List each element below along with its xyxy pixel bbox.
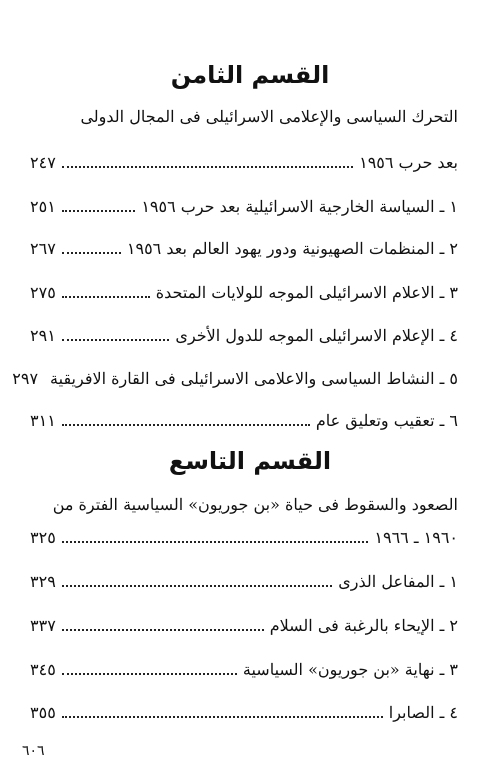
toc-entry-page: ٢٩٧ — [12, 369, 39, 388]
leader-dots — [62, 339, 170, 341]
toc-entry — [30, 659, 458, 681]
leader-dots — [62, 629, 264, 631]
toc-entry-page: ٣٢٥ — [30, 528, 56, 547]
toc-entry-page: ٣٤٥ — [30, 660, 56, 679]
toc-entry — [30, 410, 458, 432]
toc-entry-title: ١ ـ السياسة الخارجية الاسرائيلية بعد حرب ١٩٥٦ — [141, 197, 458, 216]
toc-entry-title: ٤ ـ الإعلام الاسرائيلى الموجه للدول الأخرى — [175, 326, 458, 345]
section-8-heading: القسم الثامن — [170, 61, 330, 89]
toc-entry-title: ١٩٦٠ ـ ١٩٦٦ — [374, 528, 458, 547]
toc-entry-page: ٣٢٩ — [30, 572, 56, 591]
toc-entry-title: ٦ ـ تعقيب وتعليق عام — [315, 411, 458, 430]
toc-entry-page: ٢٩١ — [30, 326, 56, 345]
toc-entry-page: ٢٧٥ — [30, 283, 56, 302]
leader-dots — [62, 296, 150, 298]
toc-entry-page: ٢٤٧ — [30, 153, 56, 172]
leader-dots — [62, 673, 237, 675]
toc-entry — [12, 368, 458, 390]
toc-entry-page: ٣٥٥ — [30, 703, 56, 722]
leader-dots — [62, 252, 121, 254]
leader-dots — [62, 585, 333, 587]
toc-entry — [30, 238, 458, 260]
page-number: ٦٠٦ — [22, 743, 45, 759]
leader-dots — [62, 166, 353, 168]
toc-entry — [30, 571, 458, 593]
toc-entry-page: ٢٥١ — [30, 197, 56, 216]
toc-entry-title: ٤ ـ الصابرا — [388, 703, 458, 722]
toc-entry — [30, 325, 458, 347]
toc-entry-title: ٢ ـ المنظمات الصهيونية ودور يهود العالم بعد ١٩٥٦ — [126, 239, 458, 258]
section-9-heading: القسم التاسع — [168, 447, 332, 475]
toc-entry-title: ٣ ـ الاعلام الاسرائيلى الموجه للولايات المتحدة — [155, 283, 458, 302]
leader-dots — [62, 210, 136, 212]
toc-entry-title: ٣ ـ نهاية «بن جوريون» السياسية — [242, 660, 458, 679]
toc-entry — [30, 196, 458, 218]
section-9-intro: الصعود والسقوط فى حياة «بن جوريون» السياسية الفترة من — [52, 495, 458, 514]
leader-dots — [62, 716, 383, 718]
toc-entry-title: ١ ـ المفاعل الذرى — [338, 572, 458, 591]
section-8-intro: التحرك السياسى والإعلامى الاسرائيلى فى المجال الدولى — [80, 107, 458, 126]
toc-entry — [30, 615, 458, 637]
toc-entry — [30, 527, 458, 549]
toc-entry — [30, 702, 458, 724]
toc-entry-page: ٣٣٧ — [30, 616, 56, 635]
toc-entry-title: بعد حرب ١٩٥٦ — [359, 153, 458, 172]
toc-entry-title: ٢ ـ الإيحاء بالرغبة فى السلام — [269, 616, 458, 635]
leader-dots — [62, 424, 310, 426]
toc-entry — [30, 282, 458, 304]
leader-dots — [62, 541, 369, 543]
toc-entry-title: ٥ ـ النشاط السياسى والاعلامى الاسرائيلى فى القارة الافريقية — [50, 369, 458, 388]
toc-entry-page: ٣١١ — [30, 411, 56, 430]
toc-entry-page: ٢٦٧ — [30, 239, 56, 258]
toc-entry — [30, 152, 458, 174]
